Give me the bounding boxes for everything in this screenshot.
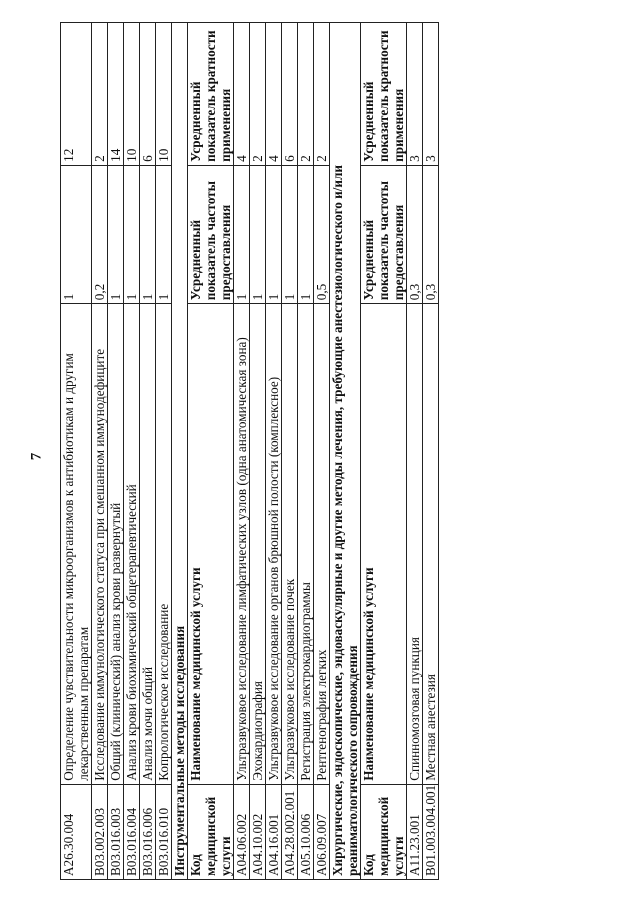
table-row bbox=[156, 23, 172, 880]
table-row bbox=[282, 23, 298, 880]
cell-code: B03.016.010 bbox=[156, 784, 172, 879]
cell-mult: 2 bbox=[92, 23, 108, 166]
cell-code: B03.002.003 bbox=[92, 784, 108, 879]
cell-name: Определение чувствительности микроорганизмов к антибиотикам и другим лекарственным препаратам bbox=[61, 304, 92, 785]
table-row bbox=[423, 23, 439, 880]
cell-freq: 1 bbox=[234, 165, 250, 303]
cell-mult: 4 bbox=[234, 23, 250, 166]
cell-mult: 14 bbox=[108, 23, 124, 166]
cell-mult: 2 bbox=[298, 23, 314, 166]
cell-code: B03.016.006 bbox=[140, 784, 156, 879]
header-freq: Усредненный показатель частоты предоставления bbox=[361, 165, 407, 303]
cell-freq: 1 bbox=[156, 165, 172, 303]
cell-code: A11.23.001 bbox=[407, 784, 423, 879]
table-row bbox=[92, 23, 108, 880]
cell-freq: 1 bbox=[250, 165, 266, 303]
cell-freq: 0,5 bbox=[314, 165, 330, 303]
cell-code: B03.016.004 bbox=[124, 784, 140, 879]
table-row bbox=[266, 23, 282, 880]
cell-name: Рентгенография легких bbox=[314, 304, 330, 785]
cell-code: B03.016.003 bbox=[108, 784, 124, 879]
table-row bbox=[140, 23, 156, 880]
cell-freq: 0,2 bbox=[92, 165, 108, 303]
header-row bbox=[188, 23, 234, 880]
cell-name: Анализ мочи общий bbox=[140, 304, 156, 785]
cell-name: Ультразвуковое исследование органов брюшной полости (комплексное) bbox=[266, 304, 282, 785]
table-row bbox=[234, 23, 250, 880]
header-row bbox=[361, 23, 407, 880]
cell-freq: 1 bbox=[108, 165, 124, 303]
cell-freq: 1 bbox=[266, 165, 282, 303]
cell-mult: 6 bbox=[282, 23, 298, 166]
section-title-row bbox=[330, 23, 361, 880]
cell-freq: 1 bbox=[140, 165, 156, 303]
cell-freq: 0,3 bbox=[423, 165, 439, 303]
table-row bbox=[61, 23, 92, 880]
header-freq: Усредненный показатель частоты предоставления bbox=[188, 165, 234, 303]
cell-code: A04.10.002 bbox=[250, 784, 266, 879]
section-title: Инструментальные методы исследования bbox=[172, 23, 188, 880]
cell-mult: 10 bbox=[156, 23, 172, 166]
cell-name: Общий (клинический) анализ крови развернутый bbox=[108, 304, 124, 785]
cell-mult: 3 bbox=[423, 23, 439, 166]
cell-code: A04.06.002 bbox=[234, 784, 250, 879]
services-table bbox=[60, 22, 439, 880]
cell-mult: 3 bbox=[407, 23, 423, 166]
header-mult: Усредненный показатель кратности применения bbox=[188, 23, 234, 166]
table-row bbox=[298, 23, 314, 880]
table-row bbox=[407, 23, 423, 880]
cell-mult: 4 bbox=[266, 23, 282, 166]
table-row bbox=[314, 23, 330, 880]
table-row bbox=[124, 23, 140, 880]
rotated-table-container bbox=[60, 22, 610, 880]
page-number: 7 bbox=[28, 452, 45, 461]
cell-name: Ультразвуковое исследование почек bbox=[282, 304, 298, 785]
header-name: Наименование медицинской услуги bbox=[188, 304, 234, 785]
cell-code: A26.30.004 bbox=[61, 784, 92, 879]
cell-mult: 2 bbox=[250, 23, 266, 166]
cell-name: Ультразвуковое исследование лимфатических узлов (одна анатомическая зона) bbox=[234, 304, 250, 785]
cell-name: Спинномозговая пункция bbox=[407, 304, 423, 785]
table-row bbox=[250, 23, 266, 880]
header-code: Код медицинской услуги bbox=[361, 784, 407, 879]
cell-mult: 12 bbox=[61, 23, 92, 166]
table-row bbox=[108, 23, 124, 880]
cell-mult: 6 bbox=[140, 23, 156, 166]
cell-name: Регистрация электрокардиограммы bbox=[298, 304, 314, 785]
cell-code: A06.09.007 bbox=[314, 784, 330, 879]
cell-freq: 1 bbox=[298, 165, 314, 303]
cell-code: A04.28.002.001 bbox=[282, 784, 298, 879]
header-code: Код медицинской услуги bbox=[188, 784, 234, 879]
cell-freq: 1 bbox=[282, 165, 298, 303]
cell-name: Эхокардиография bbox=[250, 304, 266, 785]
cell-name: Местная анестезия bbox=[423, 304, 439, 785]
cell-name: Исследование иммунологического статуса при смешанном иммунодефиците bbox=[92, 304, 108, 785]
cell-mult: 10 bbox=[124, 23, 140, 166]
cell-code: A04.16.001 bbox=[266, 784, 282, 879]
cell-freq: 1 bbox=[124, 165, 140, 303]
cell-name: Анализ крови биохимический общетерапевтический bbox=[124, 304, 140, 785]
section-title: Хирургические, эндоскопические, эндоваскулярные и другие методы лечения, требующие анестезиологического и/или реаниматологического сопровождения bbox=[330, 23, 361, 880]
cell-code: A05.10.006 bbox=[298, 784, 314, 879]
cell-code: B01.003.004.001 bbox=[423, 784, 439, 879]
header-mult: Усредненный показатель кратности применения bbox=[361, 23, 407, 166]
cell-freq: 0,3 bbox=[407, 165, 423, 303]
section-title-row bbox=[172, 23, 188, 880]
header-name: Наименование медицинской услуги bbox=[361, 304, 407, 785]
cell-freq: 1 bbox=[61, 165, 92, 303]
cell-mult: 2 bbox=[314, 23, 330, 166]
cell-name: Копрологическое исследование bbox=[156, 304, 172, 785]
